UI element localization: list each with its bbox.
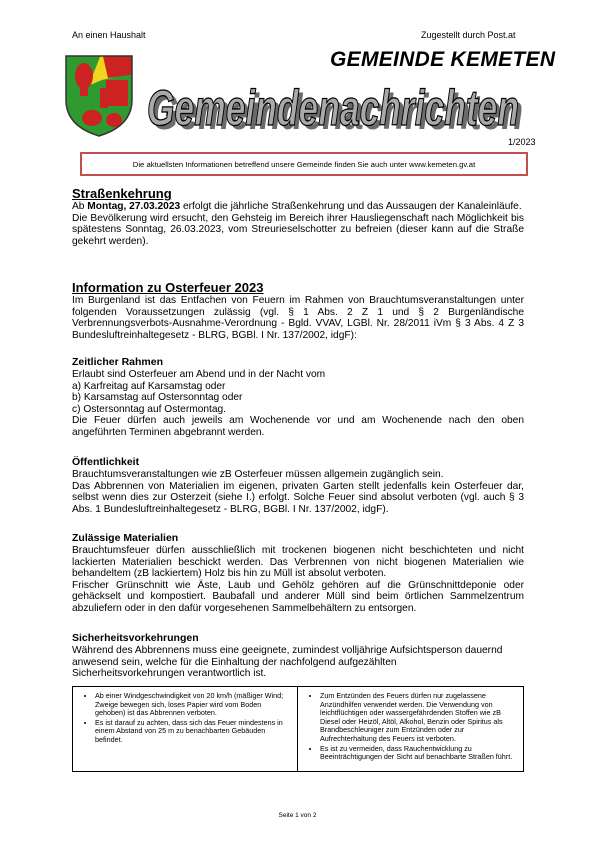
oeff-p1: Brauchtumsveranstaltungen wie zB Osterfeuer müssen allgemein zugänglich sein. [72,469,444,480]
zeit-line: b) Karsamstag auf Ostersonntag oder [72,392,243,404]
newsletter-title [144,76,544,136]
zeit-line: c) Ostersonntag auf Ostermontag. [72,403,227,415]
strassenkehrung-body [72,201,524,247]
page-footer: Seite 1 von 2 [278,812,317,819]
subtitle-materialien: Zulässige Materialien [72,532,179,544]
zeitlicher-rahmen-body [72,369,524,439]
strassenkehrung-p1: Ab Montag, 27.03.2023 erfolgt die jährliche Straßenkehrung und das Aussaugen der Kanaleinläufe. [72,201,522,212]
safety-item: • Es ist zu vermeiden, dass Rauchentwicklung zu Beeinträchtigungen der Sicht auf benachbarte Straßen führt. [320,745,517,762]
section-title-strassenkehrung: Straßenkehrung [72,186,172,201]
subtitle-zeitlicher-rahmen: Zeitlicher Rahmen [72,356,164,368]
zeit-line: Erlaubt sind Osterfeuer am Abend und in der Nacht vom [72,369,326,380]
sich-line: Während des Abbrennens muss eine geeignete, zumindest volljährige Aufsichtsperson dauernd [72,645,503,656]
strassenkehrung-date: Montag, 27.03.2023 [87,201,181,212]
safety-item: • Ab einer Windgeschwindigkeit von 20 km/h (mäßiger Wind; Zweige bewegen sich, loses Papier wird vom Boden gehoben) ist das Abbrennen verboten. [95,692,291,718]
oeffentlichkeit-body [72,469,524,515]
newsletter-title-shadow: Gemeindenachrichten [151,84,523,136]
delivery-left: An einen Haushalt [72,30,146,40]
coat-of-arms-icon [62,52,136,138]
subtitle-sicherheit: Sicherheitsvorkehrungen [72,632,199,644]
mat-p1: Brauchtumsfeuer dürfen ausschließlich mit trockenen biogenen nicht beschichteten und nicht lackierten Materialien beschickt werden. Das Verbrennen von nicht biogenen Materialien wie behandeltem (zB lackiertem) Holz bis hin zu Müll ist absolut verboten. [72,545,524,580]
newsletter-title-text: Gemeindenachrichten [147,80,519,136]
sich-line: Sicherheitsvorkehrungen verantwortlich ist. [72,668,267,680]
municipality-name: GEMEINDE KEMETEN [330,48,556,71]
info-box-text: Die aktuellsten Informationen betreffend unsere Gemeinde finden Sie auch unter www.kemeten.gv.at [132,159,476,169]
safety-cell-right [297,686,524,772]
delivery-right: Zugestellt durch Post.at [421,30,516,40]
section-title-osterfeuer: Information zu Osterfeuer 2023 [72,280,264,295]
strassenkehrung-p2: Die Bevölkerung wird ersucht, den Gehsteig im Bereich ihrer Hausliegenschaft nach Möglichkeit bis spätestens Sonntag, 26.03.2023, vom Streurieselschotter zu befreien (dieser kann auf die Straße gekehrt werden). [72,212,524,247]
mat-p2: Frischer Grünschnitt wie Äste, Laub und Gehölz gehören auf die Grünschnittdeponie oder gehäckselt und kompostiert. Baubafall und anderer Müll sind beim örtlichen Sammelzentrum abzuliefern oder in den dafür vorgesehenen Sammelbehältern zu entsorgen. [72,579,524,614]
oeff-p2: Das Abbrennen von Materialien im eigenen, privaten Garten stellt jedenfalls kein Osterfeuer dar, selbst wenn dies zur Osterzeit (siehe I.) erfolgt. Solche Feuer sind absolut verboten (vgl. auch § 3 Abs. 1 Bundesluftreinhaltegesetz - BLRG, BGBl. I Nr. 137/2002, idgF). [72,480,524,515]
osterfeuer-intro: Im Burgenland ist das Entfachen von Feuern im Rahmen von Brauchtumsveranstaltungen unter folgenden Voraussetzungen zulässig (vgl. § 1 Abs. 2 Z 1 und § 2 Burgenländische Verbrennungsverbots-Ausnahme-Verordnung - Bgld. VVAV, LGBl. Nr. 28/2011 iVm § 3 Abs. 4 Z 3 Bundesluftreinhaltegesetz - BLRG, BGBl. I Nr. 137/2002, idgF): [72,295,524,341]
sich-line: anwesend sein, welche für die Einhaltung der nachfolgend aufgezählten [72,656,397,668]
materialien-body [72,545,524,615]
issue-number: 1/2023 [508,137,536,147]
safety-cell-left [72,686,298,772]
zeit-line: a) Karfreitag auf Karsamstag oder [72,380,226,392]
zeit-p2: Die Feuer dürfen auch jeweils am Wochenende vor und am Wochenende nach den oben angeführten Terminen abgebrannt werden. [72,415,524,438]
safety-item: • Es ist darauf zu achten, dass sich das Feuer mindestens in einem Abstand von 25 m zu benachbarten Gebäuden befindet. [95,719,291,745]
sicherheit-body [72,645,524,680]
safety-item: • Zum Entzünden des Feuers dürfen nur zugelassene Anzündhilfen verwendet werden. Die Verwendung von leichtflüchtigen oder wassergefährdenden Stoffen wie zB Diesel oder Heizöl, Altöl, Alkohol, Benzin oder Spiritus als Brandbeschleuniger zum Entzünden oder zur Aufrechterhaltung des Feuers ist verboten. [320,692,517,744]
info-box [80,152,528,176]
subtitle-oeffentlichkeit: Öffentlichkeit [72,456,140,468]
